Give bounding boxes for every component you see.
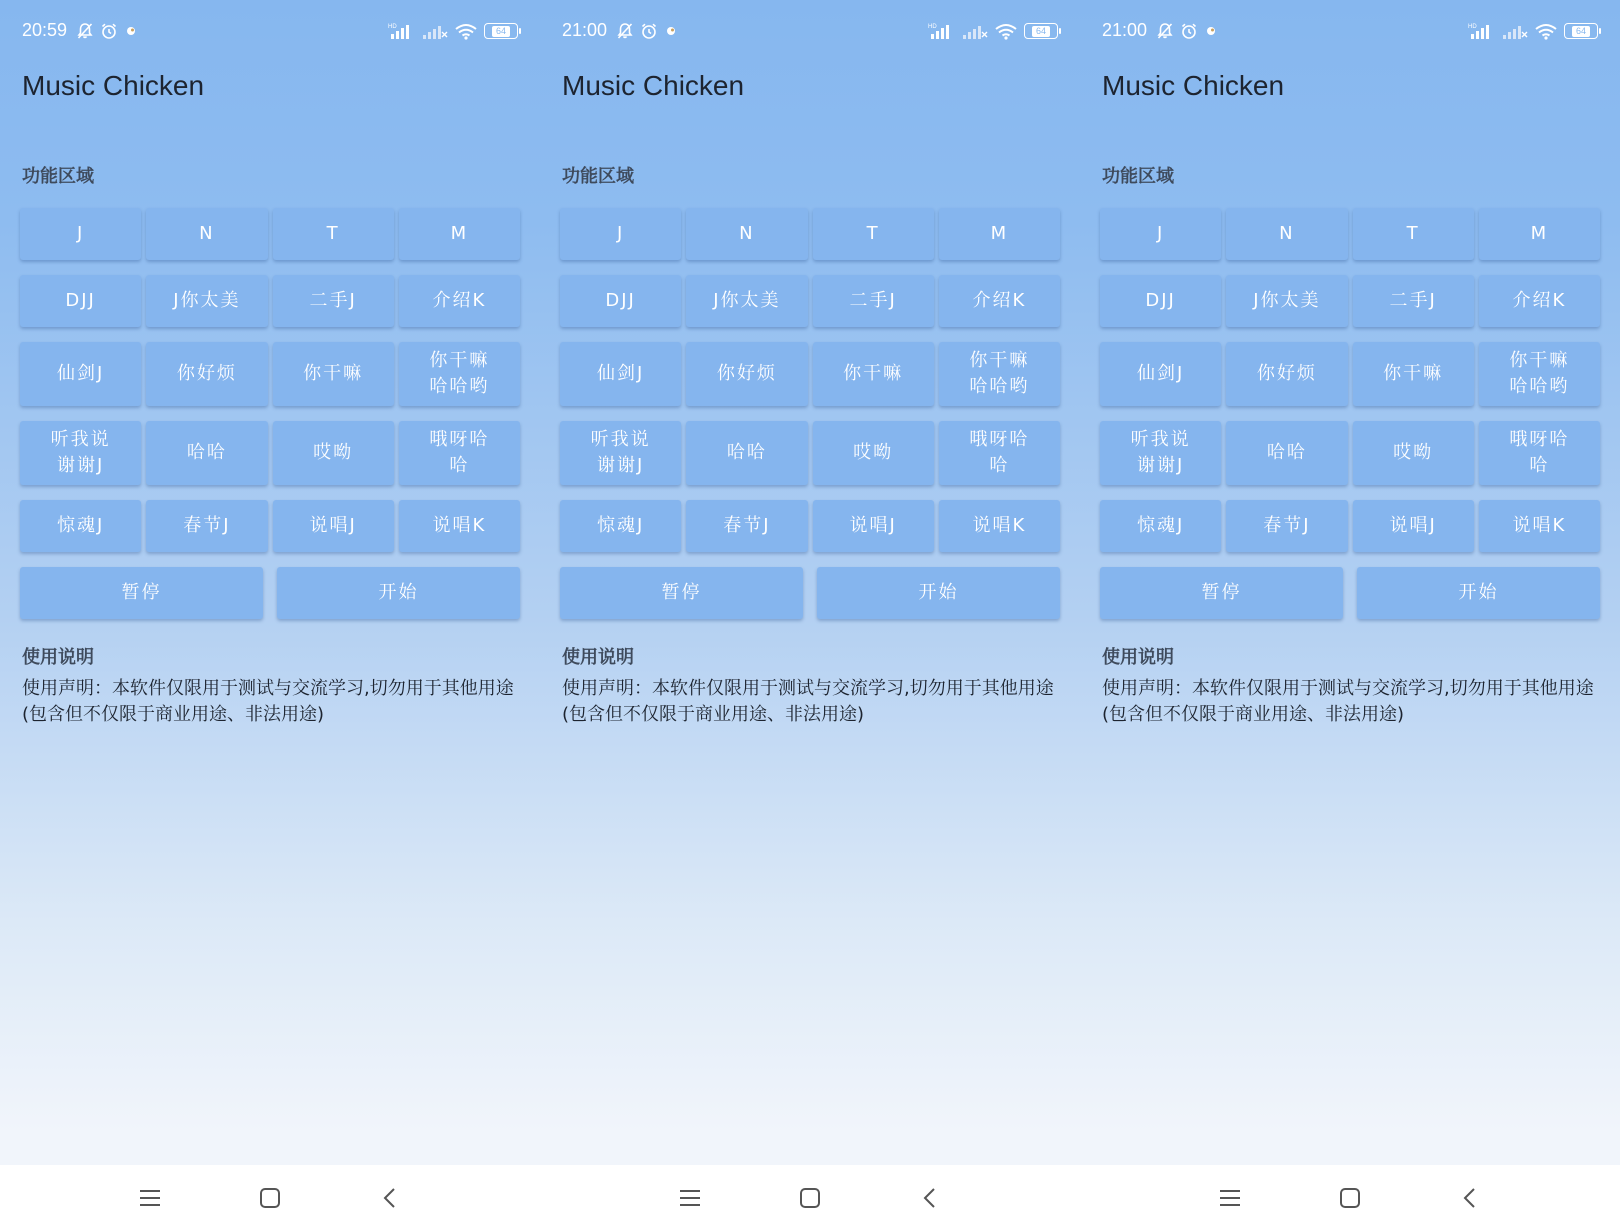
start-button[interactable]: 开始 (817, 567, 1060, 619)
sound-button[interactable]: 说唱K (399, 500, 520, 552)
button-row (560, 275, 1060, 327)
sound-button[interactable]: 说唱K (939, 500, 1060, 552)
sound-button[interactable]: 仙剑J (20, 342, 141, 406)
sound-button[interactable]: J (560, 208, 681, 260)
button-row (560, 342, 1060, 406)
usage-text: 使用声明：本软件仅限用于测试与交流学习,切勿用于其他用途(包含但不仅限于商业用途、非法用途) (1102, 678, 1594, 725)
sound-button[interactable]: T (813, 208, 934, 260)
button-row (20, 342, 520, 406)
alarm-clock-icon (1180, 22, 1198, 40)
sound-button[interactable]: T (1353, 208, 1474, 260)
svg-text:HD: HD (928, 24, 937, 30)
battery-icon (1024, 23, 1058, 39)
usage-text: 使用声明：本软件仅限用于测试与交流学习,切勿用于其他用途(包含但不仅限于商业用途、非法用途) (562, 678, 1054, 725)
sound-button[interactable]: 哈哈 (146, 421, 267, 485)
alarm-clock-icon (100, 22, 118, 40)
sound-button[interactable]: J (1100, 208, 1221, 260)
sound-button[interactable]: 你干嘛 (1353, 342, 1474, 406)
bell-muted-icon (76, 22, 94, 40)
sound-button[interactable]: 介绍K (399, 275, 520, 327)
sound-button[interactable]: 介绍K (939, 275, 1060, 327)
phone-screen (540, 0, 1080, 1230)
phone-screen (0, 0, 540, 1230)
status-time: 21:00 (562, 20, 608, 40)
status-bar (540, 18, 1080, 50)
sound-button[interactable]: 哎呦 (273, 421, 394, 485)
back-icon[interactable] (370, 1181, 410, 1215)
battery-icon (484, 23, 518, 39)
sound-button[interactable]: 你好烦 (686, 342, 807, 406)
sound-button[interactable]: 说唱J (273, 500, 394, 552)
sound-button[interactable]: DJJ (20, 275, 141, 327)
wifi-icon (454, 22, 478, 40)
sound-button[interactable]: 哎呦 (1353, 421, 1474, 485)
button-row (20, 421, 520, 485)
start-button[interactable]: 开始 (277, 567, 520, 619)
sound-button[interactable]: M (1479, 208, 1600, 260)
sound-button[interactable]: 说唱K (1479, 500, 1600, 552)
svg-text:HD: HD (1468, 24, 1477, 30)
sound-button[interactable]: 春节J (686, 500, 807, 552)
status-bar (0, 18, 540, 50)
navigation-bar (0, 1165, 540, 1230)
sound-button[interactable]: 春节J (146, 500, 267, 552)
sound-button[interactable]: 哦呀哈 哈 (1479, 421, 1600, 485)
sound-button[interactable]: T (273, 208, 394, 260)
function-section-title: 功能区域 (22, 166, 94, 187)
sound-button[interactable]: 说唱J (813, 500, 934, 552)
home-icon[interactable] (790, 1181, 830, 1215)
status-time: 20:59 (22, 20, 68, 40)
app-title: Music Chicken (562, 70, 745, 101)
svg-text:HD: HD (388, 24, 397, 30)
sound-button-grid (1100, 208, 1600, 619)
wifi-icon (994, 22, 1018, 40)
sound-button[interactable]: 二手J (273, 275, 394, 327)
button-row (1100, 275, 1600, 327)
pause-button[interactable]: 暂停 (20, 567, 263, 619)
button-row (560, 208, 1060, 260)
app-notification-icon (1204, 24, 1218, 38)
alarm-clock-icon (640, 22, 658, 40)
menu-icon[interactable] (1210, 1181, 1250, 1215)
sound-button[interactable]: M (399, 208, 520, 260)
button-row (20, 208, 520, 260)
sound-button-grid (560, 208, 1060, 619)
menu-icon[interactable] (670, 1181, 710, 1215)
navigation-bar (1080, 1165, 1620, 1230)
app-title: Music Chicken (1102, 70, 1285, 101)
sound-button[interactable]: J你太美 (686, 275, 807, 327)
battery-level: 64 (1572, 26, 1590, 37)
sound-button[interactable]: N (146, 208, 267, 260)
sound-button[interactable]: 哎呦 (813, 421, 934, 485)
no-signal-icon (422, 22, 448, 40)
button-row (1100, 421, 1600, 485)
sound-button[interactable]: 二手J (813, 275, 934, 327)
home-icon[interactable] (250, 1181, 290, 1215)
function-section-title: 功能区域 (1102, 166, 1174, 187)
sound-button[interactable]: 你好烦 (1226, 342, 1347, 406)
sound-button[interactable]: 二手J (1353, 275, 1474, 327)
sound-button[interactable]: N (1226, 208, 1347, 260)
sound-button[interactable]: 听我说 谢谢J (20, 421, 141, 485)
sound-button[interactable]: 介绍K (1479, 275, 1600, 327)
no-signal-icon (1502, 22, 1528, 40)
sound-button[interactable]: 春节J (1226, 500, 1347, 552)
sound-button[interactable]: N (686, 208, 807, 260)
app-title: Music Chicken (22, 70, 205, 101)
sound-button[interactable]: 你干嘛 哈哈哟 (939, 342, 1060, 406)
sound-button[interactable]: 哈哈 (686, 421, 807, 485)
app-notification-icon (124, 24, 138, 38)
back-icon[interactable] (1450, 1181, 1490, 1215)
sound-button[interactable]: 仙剑J (560, 342, 681, 406)
menu-icon[interactable] (130, 1181, 170, 1215)
sound-button[interactable]: 仙剑J (1100, 342, 1221, 406)
hd-signal-icon (388, 22, 416, 40)
button-row (1100, 208, 1600, 260)
pause-button[interactable]: 暂停 (1100, 567, 1343, 619)
no-signal-icon (962, 22, 988, 40)
sound-button[interactable]: 哈哈 (1226, 421, 1347, 485)
back-icon[interactable] (910, 1181, 950, 1215)
control-row (20, 567, 520, 619)
sound-button[interactable]: DJJ (560, 275, 681, 327)
button-row (20, 500, 520, 552)
sound-button[interactable]: 你干嘛 哈哈哟 (1479, 342, 1600, 406)
usage-section-title: 使用说明 (1102, 647, 1174, 668)
button-row (560, 421, 1060, 485)
sound-button[interactable]: J你太美 (1226, 275, 1347, 327)
sound-button[interactable]: 听我说 谢谢J (1100, 421, 1221, 485)
sound-button[interactable]: M (939, 208, 1060, 260)
sound-button[interactable]: 惊魂J (560, 500, 681, 552)
navigation-bar (540, 1165, 1080, 1230)
start-button[interactable]: 开始 (1357, 567, 1600, 619)
usage-section-title: 使用说明 (562, 647, 634, 668)
sound-button[interactable]: 你干嘛 (273, 342, 394, 406)
control-row (560, 567, 1060, 619)
hd-signal-icon (1468, 22, 1496, 40)
sound-button[interactable]: 惊魂J (1100, 500, 1221, 552)
sound-button[interactable]: J你太美 (146, 275, 267, 327)
status-bar (1080, 18, 1620, 50)
sound-button-grid (20, 208, 520, 619)
wifi-icon (1534, 22, 1558, 40)
usage-text: 使用声明：本软件仅限用于测试与交流学习,切勿用于其他用途(包含但不仅限于商业用途、非法用途) (22, 678, 514, 725)
sound-button[interactable]: 听我说 谢谢J (560, 421, 681, 485)
sound-button[interactable]: 你干嘛 哈哈哟 (399, 342, 520, 406)
sound-button[interactable]: 说唱J (1353, 500, 1474, 552)
bell-muted-icon (616, 22, 634, 40)
sound-button[interactable]: 你干嘛 (813, 342, 934, 406)
battery-icon (1564, 23, 1598, 39)
home-icon[interactable] (1330, 1181, 1370, 1215)
app-notification-icon (664, 24, 678, 38)
hd-signal-icon (928, 22, 956, 40)
pause-button[interactable]: 暂停 (560, 567, 803, 619)
sound-button[interactable]: 哦呀哈 哈 (399, 421, 520, 485)
button-row (1100, 342, 1600, 406)
control-row (1100, 567, 1600, 619)
button-row (560, 500, 1060, 552)
button-row (20, 275, 520, 327)
usage-section-title: 使用说明 (22, 647, 94, 668)
sound-button[interactable]: 哦呀哈 哈 (939, 421, 1060, 485)
phone-screen (1080, 0, 1620, 1230)
sound-button[interactable]: 你好烦 (146, 342, 267, 406)
sound-button[interactable]: 惊魂J (20, 500, 141, 552)
function-section-title: 功能区域 (562, 166, 634, 187)
status-time: 21:00 (1102, 20, 1148, 40)
bell-muted-icon (1156, 22, 1174, 40)
battery-level: 64 (492, 26, 510, 37)
button-row (1100, 500, 1600, 552)
sound-button[interactable]: DJJ (1100, 275, 1221, 327)
battery-level: 64 (1032, 26, 1050, 37)
sound-button[interactable]: J (20, 208, 141, 260)
